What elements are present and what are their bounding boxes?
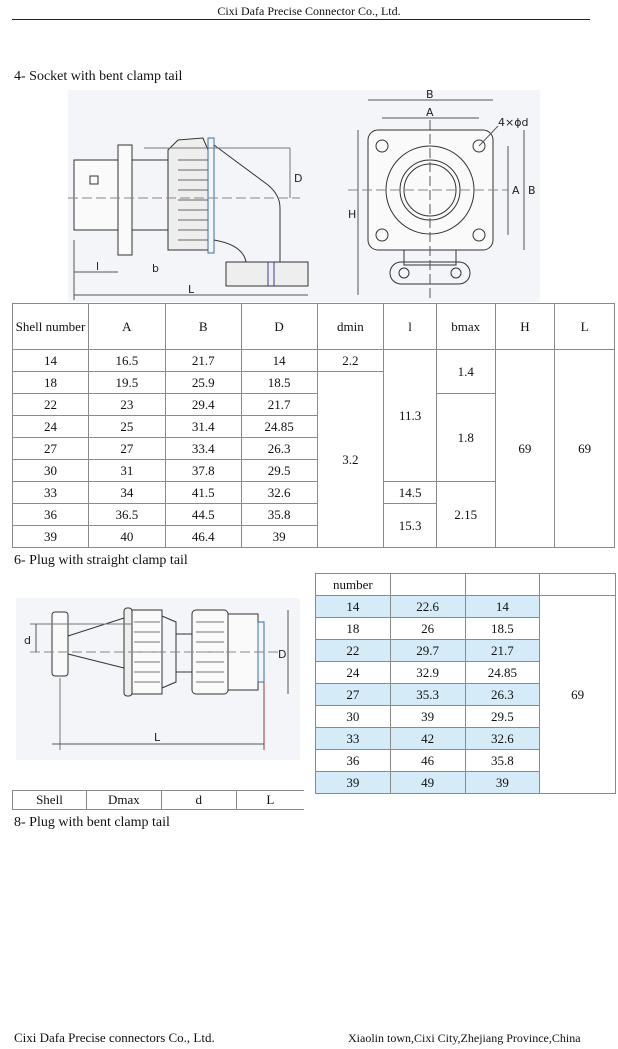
section-8-title: 8- Plug with bent clamp tail	[14, 815, 170, 830]
table-header-row	[13, 791, 305, 810]
cell-shell: 18	[316, 618, 391, 640]
dim-label-A: A	[426, 106, 434, 119]
cell-D: 32.6	[241, 482, 317, 504]
col-header-L: L	[236, 791, 304, 810]
plug-header-table	[12, 790, 304, 810]
cell-Dmax: 29.7	[390, 640, 465, 662]
cell-D: 24.85	[241, 416, 317, 438]
cell-L: 69	[555, 350, 615, 548]
col-header-dmin: dmin	[317, 304, 384, 350]
socket-spec-table	[12, 303, 615, 548]
col-header-number: number	[316, 574, 391, 596]
table-row	[316, 596, 616, 618]
cell-Dmax: 42	[390, 728, 465, 750]
cell-shell: 22	[13, 394, 89, 416]
col-header-L: L	[555, 304, 615, 350]
cell-dmin: 3.2	[317, 372, 384, 548]
cell-Dmax: 35.3	[390, 684, 465, 706]
cell-B: 37.8	[165, 460, 241, 482]
cell-shell: 30	[13, 460, 89, 482]
col-header-Dmax: Dmax	[86, 791, 161, 810]
cell-Dmax: 22.6	[390, 596, 465, 618]
plug-straight-clamp-drawing	[16, 598, 300, 760]
cell-shell: 22	[316, 640, 391, 662]
dim-label-B-vertical: B	[528, 184, 536, 197]
cell-A: 34	[88, 482, 165, 504]
cell-A: 27	[88, 438, 165, 460]
cell-shell: 39	[316, 772, 391, 794]
cell-d: 32.6	[465, 728, 540, 750]
page-header-title: Cixi Dafa Precise Connector Co., Ltd.	[217, 4, 401, 18]
dim-label-D: D	[278, 648, 287, 661]
cell-A: 23	[88, 394, 165, 416]
cell-bmax: 2.15	[436, 482, 495, 548]
cell-B: 33.4	[165, 438, 241, 460]
cell-D: 29.5	[241, 460, 317, 482]
cell-Dmax: 32.9	[390, 662, 465, 684]
cell-shell: 27	[13, 438, 89, 460]
cell-D: 39	[241, 526, 317, 548]
cell-l: 14.5	[384, 482, 437, 504]
cell-shell: 36	[316, 750, 391, 772]
cell-shell: 14	[13, 350, 89, 372]
cell-Dmax: 49	[390, 772, 465, 794]
cell-B: 29.4	[165, 394, 241, 416]
cell-d: 35.8	[465, 750, 540, 772]
col-header-H: H	[495, 304, 555, 350]
col-header-empty	[465, 574, 540, 596]
col-header-B: B	[165, 304, 241, 350]
cell-d: 39	[465, 772, 540, 794]
cell-D: 35.8	[241, 504, 317, 526]
cell-A: 40	[88, 526, 165, 548]
table-row	[13, 350, 615, 372]
cell-Dmax: 46	[390, 750, 465, 772]
plug-spec-table	[315, 573, 616, 794]
cell-D: 26.3	[241, 438, 317, 460]
section-4-title: 4- Socket with bent clamp tail	[14, 69, 183, 84]
cell-B: 25.9	[165, 372, 241, 394]
cell-bmax: 1.8	[436, 394, 495, 482]
dim-label-L: L	[188, 283, 195, 296]
cell-H: 69	[495, 350, 555, 548]
cell-L: 69	[540, 596, 616, 794]
col-header-shell: Shell number	[13, 304, 89, 350]
cell-d: 29.5	[465, 706, 540, 728]
cell-A: 25	[88, 416, 165, 438]
col-header-d: d	[161, 791, 236, 810]
col-header-A: A	[88, 304, 165, 350]
cell-shell: 39	[13, 526, 89, 548]
clamp-tail	[226, 262, 308, 286]
cell-B: 46.4	[165, 526, 241, 548]
cell-B: 44.5	[165, 504, 241, 526]
coupling-body	[132, 160, 168, 230]
cell-A: 31	[88, 460, 165, 482]
dim-label-D: D	[294, 172, 303, 185]
cell-shell: 27	[316, 684, 391, 706]
cell-d: 26.3	[465, 684, 540, 706]
dim-label-H: H	[348, 208, 357, 221]
cell-dmin: 2.2	[317, 350, 384, 372]
cell-D: 18.5	[241, 372, 317, 394]
col-header-empty	[390, 574, 465, 596]
cell-A: 36.5	[88, 504, 165, 526]
dim-label-b: b	[152, 262, 159, 275]
cell-shell: 14	[316, 596, 391, 618]
socket-body	[74, 160, 118, 230]
cell-Dmax: 26	[390, 618, 465, 640]
cell-A: 16.5	[88, 350, 165, 372]
header-divider	[12, 19, 590, 20]
col-header-empty	[540, 574, 616, 596]
cell-shell: 24	[316, 662, 391, 684]
cell-d: 14	[465, 596, 540, 618]
cell-shell: 33	[13, 482, 89, 504]
footer-company: Cixi Dafa Precise connectors Co., Ltd.	[14, 1030, 215, 1045]
cell-D: 21.7	[241, 394, 317, 416]
cell-l: 11.3	[384, 350, 437, 482]
dim-label-A-vertical: A	[512, 184, 520, 197]
cell-B: 31.4	[165, 416, 241, 438]
dim-label-l: l	[96, 260, 100, 273]
cell-shell: 33	[316, 728, 391, 750]
col-header-D: D	[241, 304, 317, 350]
table-header-row	[316, 574, 616, 596]
footer-address: Xiaolin town,Cixi City,Zhejiang Province,China	[348, 1031, 581, 1045]
flange	[118, 145, 132, 255]
cell-A: 19.5	[88, 372, 165, 394]
cell-d: 18.5	[465, 618, 540, 640]
dim-label-L: L	[154, 731, 161, 744]
dim-label-hole: 4×ϕd	[498, 116, 529, 129]
cell-B: 21.7	[165, 350, 241, 372]
cell-l: 15.3	[384, 504, 437, 548]
cell-D: 14	[241, 350, 317, 372]
cell-d: 24.85	[465, 662, 540, 684]
cell-shell: 36	[13, 504, 89, 526]
dim-label-d: d	[24, 634, 31, 647]
dim-label-B: B	[426, 90, 434, 101]
col-header-bmax: bmax	[436, 304, 495, 350]
cell-B: 41.5	[165, 482, 241, 504]
section-6-title: 6- Plug with straight clamp tail	[14, 553, 188, 568]
cell-Dmax: 39	[390, 706, 465, 728]
cell-shell: 24	[13, 416, 89, 438]
col-header-l: l	[384, 304, 437, 350]
cell-d: 21.7	[465, 640, 540, 662]
cell-bmax: 1.4	[436, 350, 495, 394]
cell-shell: 30	[316, 706, 391, 728]
table-header-row	[13, 304, 615, 350]
cell-shell: 18	[13, 372, 89, 394]
col-header-shell: Shell	[13, 791, 87, 810]
socket-bent-clamp-drawing	[68, 90, 540, 302]
clamp-end	[52, 612, 68, 676]
